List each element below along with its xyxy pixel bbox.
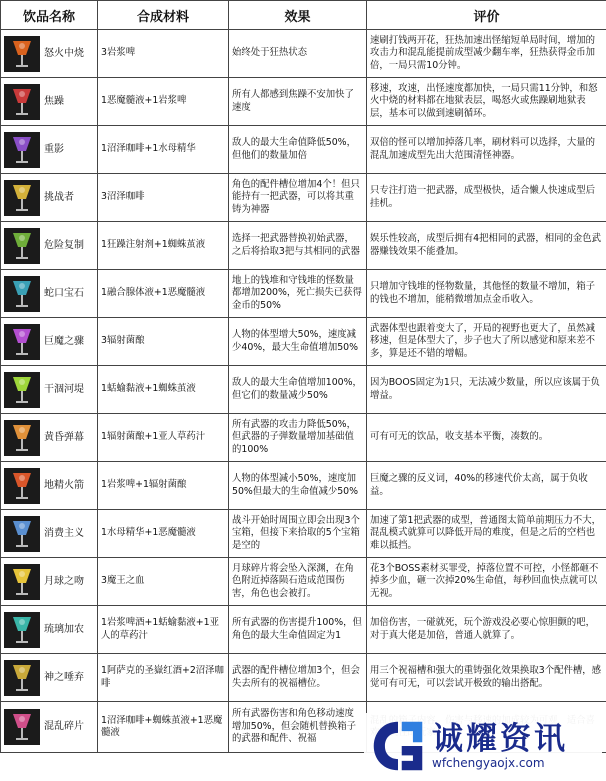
review-cell: 只专注打造一把武器，成型极快，适合懒人快速成型后挂机。: [367, 174, 606, 222]
effect-cell: 所有武器伤害和角色移动速度增加50%，但会随机替换箱子的武器和配件、祝福: [229, 702, 367, 753]
watermark: [364, 713, 602, 779]
effect-cell: 敌人的最大生命值增加100%，但它们的数量减少50%: [229, 366, 367, 414]
table-row: [1, 654, 606, 702]
materials-cell: 1辐射菌酿+1亚人草药汁: [98, 414, 229, 462]
effect-cell: 地上的钱堆和守钱堆的怪数量都增加200%，死亡损失已获得金币的50%: [229, 270, 367, 318]
drink-name-cell: [1, 654, 98, 702]
copy-drink-icon: [4, 228, 40, 264]
review-cell: 移速，攻速，出怪速度都加快，一局只需11分钟，和怒火中烧的材料都在地狱表层，喝怒火或焦躁刷地狱表层，基本可以做到速刷循环。: [367, 78, 606, 126]
materials-cell: 1沼泽咖啡+1水母精华: [98, 126, 229, 174]
fire-drink-icon: [4, 36, 40, 72]
table-row: [1, 126, 606, 174]
drink-name-cell: [1, 30, 98, 78]
drink-name: 巨魔之骤: [44, 335, 84, 347]
review-cell: 双倍的怪可以增加掉落几率，刷材料可以选择，大量的混乱加速成型先出大范围清怪神器。: [367, 126, 606, 174]
table-row: [1, 558, 606, 606]
effect-cell: 始终处于狂热状态: [229, 30, 367, 78]
effect-cell: 所有人都感到焦躁不安加快了速度: [229, 78, 367, 126]
review-cell: 武器体型也跟着变大了，开局的视野也更大了，虽然减移速，但是体型大了，步子也大了所以感觉和原来差不多，算是还不错的增幅。: [367, 318, 606, 366]
materials-cell: 1恶魔髓液+1岩浆啤: [98, 78, 229, 126]
troll-drink-icon: [4, 324, 40, 360]
watermark-url: wfchengyaojx.com: [432, 755, 545, 770]
dry-drink-icon: [4, 372, 40, 408]
drink-name-cell: [1, 510, 98, 558]
drink-name-cell: [1, 78, 98, 126]
chaos-drink-icon: [4, 709, 40, 745]
drink-name: 危险复制: [44, 239, 84, 251]
glass-drink-icon: [4, 612, 40, 648]
drink-name: 挑战者: [44, 191, 74, 203]
drink-name-cell: [1, 318, 98, 366]
drink-name-cell: [1, 174, 98, 222]
effect-cell: 角色的配件槽位增加4个！但只能持有一把武器，可以将其重铸为神器: [229, 174, 367, 222]
materials-cell: 1水母精华+1恶魔髓液: [98, 510, 229, 558]
effect-cell: 月球碎片将会坠入深渊，在角色附近掉落陨石造成范围伤害，角色也会被打。: [229, 558, 367, 606]
drink-name: 地精火箭: [44, 479, 84, 491]
drink-name-cell: [1, 414, 98, 462]
god-drink-icon: [4, 660, 40, 696]
effect-cell: 所有武器的伤害提升100%，但角色的最大生命值固定为1: [229, 606, 367, 654]
effect-cell: 战斗开始时周围立即会出现3个宝箱，但接下来拾取的5个宝箱是空的: [229, 510, 367, 558]
table-row: [1, 270, 606, 318]
materials-cell: 1岩浆啤+1辐射菌酿: [98, 462, 229, 510]
header-name: 饮品名称: [1, 1, 98, 30]
drink-name: 焦躁: [44, 95, 64, 107]
table-row: [1, 366, 606, 414]
header-row: [1, 1, 606, 30]
drink-name: 黄昏弹幕: [44, 431, 84, 443]
review-cell: 加速了第1把武器的成型，普通图太简单前期压力不大，混乱模式就算可以降低开局的难度，但是之后的空档也难以抵挡。: [367, 510, 606, 558]
review-cell: 花3个BOSS素材买罪受，掉落位置不可控，小怪都砸不掉多少血，砸一次掉20%生命值，每秒回血快点就可以无视。: [367, 558, 606, 606]
moon-drink-icon: [4, 564, 40, 600]
table-row: [1, 606, 606, 654]
watermark-title: 诚耀资讯: [432, 720, 568, 757]
header-materials: 合成材料: [98, 1, 229, 30]
materials-cell: 3沼泽咖啡: [98, 174, 229, 222]
header-review: 评价: [367, 1, 606, 30]
review-cell: 加倍伤害，一碰就死，玩个游戏没必要心惊胆颤的吧，对于真大佬是加倍，普通人就算了。: [367, 606, 606, 654]
drink-name: 消费主义: [44, 527, 84, 539]
challenger-drink-icon: [4, 180, 40, 216]
drink-name-cell: [1, 366, 98, 414]
materials-cell: 3辐射菌酿: [98, 318, 229, 366]
materials-cell: 1阿萨克的圣嶽红酒+2沼泽咖啡: [98, 654, 229, 702]
drink-name-cell: [1, 270, 98, 318]
effect-cell: 人物的体型减小50%，速度加50%但最大的生命值减少50%: [229, 462, 367, 510]
drink-name: 混乱碎片: [44, 721, 84, 733]
review-cell: 用三个祝福槽和强大的重铸强化效果换取3个配件槽，感觉可有可无，可以尝试开极致的输出搭配。: [367, 654, 606, 702]
drink-name-cell: [1, 702, 98, 753]
table-row: [1, 222, 606, 270]
materials-cell: 3岩浆啤: [98, 30, 229, 78]
drink-name: 神之唾弃: [44, 671, 84, 683]
table-row: [1, 30, 606, 78]
table-row: [1, 510, 606, 558]
materials-cell: 1沼泽咖啡+蜘蛛茧液+1恶魔髓液: [98, 702, 229, 753]
shadow-drink-icon: [4, 132, 40, 168]
materials-cell: 3魔王之血: [98, 558, 229, 606]
review-cell: 因为BOOS固定为1只，无法减少数量，所以应该属于负增益。: [367, 366, 606, 414]
review-cell: 可有可无的饮品，收支基本平衡，凑数的。: [367, 414, 606, 462]
effect-cell: 武器的配件槽位增加3个，但会失去所有的祝福槽位。: [229, 654, 367, 702]
review-cell: 速刷打钱两开花，狂热加速出怪缩短单局时间，增加的攻击力和混乱能提前成型减少翻车率，狂热获得金币加倍，一局只需10分钟。: [367, 30, 606, 78]
drink-name-cell: [1, 558, 98, 606]
drink-name-cell: [1, 606, 98, 654]
drink-name: 月球之吻: [44, 575, 84, 587]
table-row: [1, 318, 606, 366]
header-effect: 效果: [229, 1, 367, 30]
rage-drink-icon: [4, 84, 40, 120]
effect-cell: 所有武器的攻击力降低50%，但武器的子弹数量增加基础值的100%: [229, 414, 367, 462]
drink-name: 琉璃加农: [44, 623, 84, 635]
materials-cell: 1融合腺体液+1恶魔髓液: [98, 270, 229, 318]
table-row: [1, 174, 606, 222]
effect-cell: 人物的体型增大50%，速度减少40%，最大生命值增加50%: [229, 318, 367, 366]
consumer-drink-icon: [4, 516, 40, 552]
drink-name-cell: [1, 462, 98, 510]
drink-name: 怒火中烧: [44, 47, 84, 59]
review-cell: 巨魔之骤的反义词，40%的移速代价太高，属于负收益。: [367, 462, 606, 510]
table-row: [1, 78, 606, 126]
materials-cell: 1岩浆啤酒+1蛞蝓黏液+1亚人的草药汁: [98, 606, 229, 654]
materials-cell: 1蛞蝓黏液+1蜘蛛茧液: [98, 366, 229, 414]
drink-name-cell: [1, 222, 98, 270]
dusk-drink-icon: [4, 420, 40, 456]
review-cell: 只增加守钱堆的怪物数量，其他怪的数量不增加，箱子的钱也不增加，能稍微增加点金币收入。: [367, 270, 606, 318]
table-row: [1, 414, 606, 462]
effect-cell: 敌人的最大生命值降低50%，但他们的数量加倍: [229, 126, 367, 174]
chengyao-logo-icon: [370, 718, 426, 774]
rocket-drink-icon: [4, 468, 40, 504]
effect-cell: 选择一把武器替换初始武器，之后将拾取3把与其相同的武器: [229, 222, 367, 270]
drink-name: 重影: [44, 143, 64, 155]
drink-name: 蛇口宝石: [44, 287, 84, 299]
drink-name: 干涸河堤: [44, 383, 84, 395]
materials-cell: 1狂躁注射剂+1蜘蛛茧液: [98, 222, 229, 270]
table-row: [1, 462, 606, 510]
drink-name-cell: [1, 126, 98, 174]
review-cell: 娱乐性较高，成型后拥有4把相同的武器，相同的金色武器赚钱效果不能叠加。: [367, 222, 606, 270]
serpent-drink-icon: [4, 276, 40, 312]
